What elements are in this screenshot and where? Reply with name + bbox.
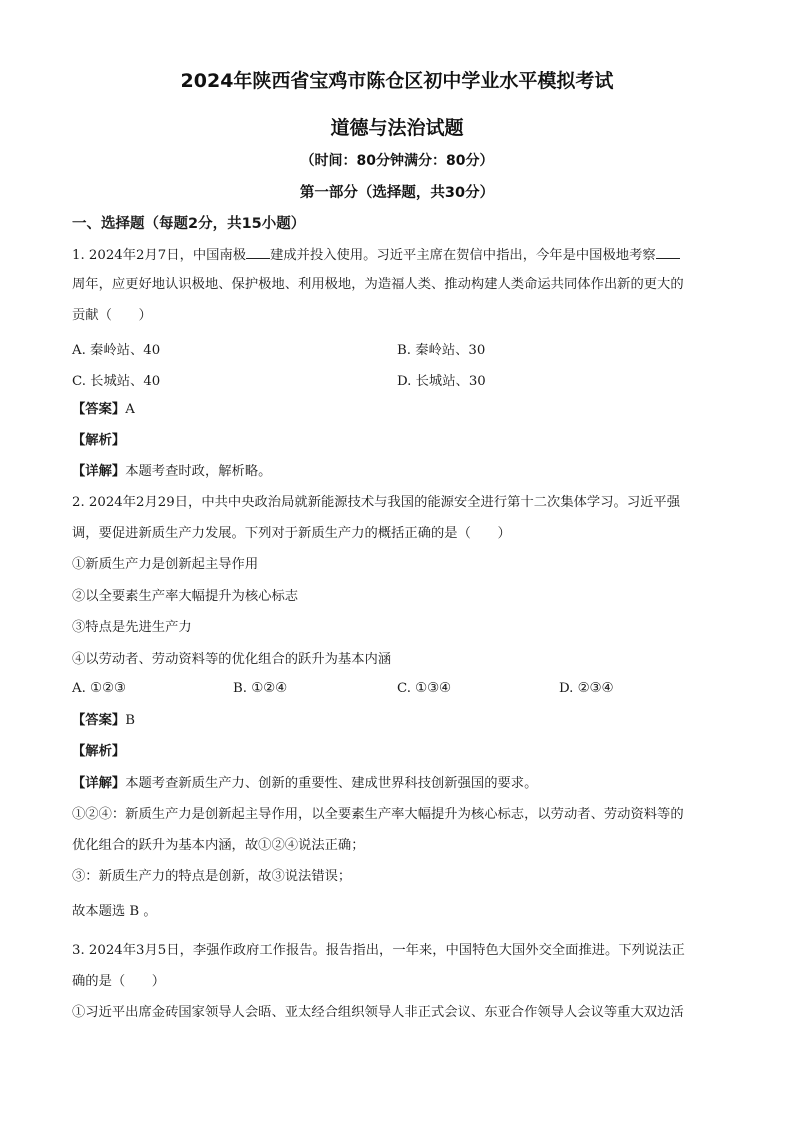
q2-item-1: ①新质生产力是创新起主导作用	[72, 557, 259, 572]
q2-option-a: A. ①②③	[72, 681, 126, 696]
q1-option-c: C. 长城站、40	[72, 374, 161, 389]
q3-item-1: ①习近平出席金砖国家领导人会晤、亚太经合组织领导人非正式会议、东亚合作领导人会议等重大双边活	[72, 1005, 684, 1020]
q1-stem-line3: 贡献（ ）	[72, 308, 152, 323]
q2-option-c: C. ①③④	[397, 681, 451, 696]
q3-stem-line1: 3. 2024年3月5日，李强作政府工作报告。报告指出，一年来，中国特色大国外交全面推进。下列说法正	[72, 943, 685, 958]
section-heading: 一、选择题（每题2分，共15小题）	[72, 216, 306, 232]
q2-answer	[72, 711, 135, 731]
q2-item-2: ②以全要素生产率大幅提升为核心标志	[72, 589, 299, 604]
q3-stem-line2: 确的是（ ）	[72, 974, 166, 989]
q1-detail-text: 本题考查时政，解析略。	[125, 464, 272, 479]
q1-detail	[72, 462, 271, 482]
q2-analysis-label: 【解析】	[72, 744, 126, 759]
exam-title: 2024年陕西省宝鸡市陈仓区初中学业水平模拟考试	[180, 70, 614, 92]
exam-subject: 道德与法治试题	[330, 117, 464, 139]
q1-answer-value: A	[125, 402, 135, 417]
q2-option-d: D. ②③④	[559, 681, 614, 696]
q1-option-d: D. 长城站、30	[397, 374, 486, 389]
q2-explanation-line3: ③：新质生产力的特点是创新，故③说法错误；	[72, 869, 352, 884]
q1-detail-label: 【详解】	[72, 464, 126, 479]
q2-explanation-line1: ①②④：新质生产力是创新起主导作用，以全要素生产率大幅提升为核心标志，以劳动者、劳动资料等的	[72, 807, 684, 822]
q2-answer-label: 【答案】	[72, 713, 126, 728]
q1-stem-line2: 周年，应更好地认识极地、保护极地、利用极地，为造福人类、推动构建人类命运共同体作出新的更大的	[72, 277, 684, 292]
q1-option-b: B. 秦岭站、30	[397, 343, 486, 358]
q2-detail	[72, 774, 537, 794]
exam-time-info: （时间：80分钟满分：80分）	[300, 153, 494, 169]
q2-stem-line1: 2. 2024年2月29日，中共中央政治局就新能源技术与我国的能源安全进行第十二次集体学习。习近平强	[72, 495, 681, 510]
q1-analysis-label: 【解析】	[72, 433, 126, 448]
q2-item-3: ③特点是先进生产力	[72, 620, 192, 635]
q1-option-a: A. 秦岭站、40	[72, 343, 161, 358]
q2-item-4: ④以劳动者、劳动资料等的优化组合的跃升为基本内涵	[72, 652, 392, 667]
q1-blank-1	[246, 244, 270, 259]
q1-blank-2	[656, 244, 680, 259]
q1-stem-line1	[72, 244, 680, 266]
q1-answer-label: 【答案】	[72, 402, 126, 417]
q2-explanation-line2: 优化组合的跃升为基本内涵，故①②④说法正确；	[72, 838, 365, 853]
q1-stem-part-b: 建成并投入使用。习近平主席在贺信中指出，今年是中国极地考察	[270, 248, 656, 263]
q2-detail-label: 【详解】	[72, 776, 126, 791]
q2-answer-value: B	[125, 713, 135, 728]
q2-detail-text: 本题考查新质生产力、创新的重要性、建成世界科技创新强国的要求。	[125, 776, 538, 791]
exam-part-heading: 第一部分（选择题，共30分）	[299, 185, 495, 201]
q1-answer	[72, 400, 135, 420]
q1-stem-part-a: 1. 2024年2月7日，中国南极	[72, 248, 247, 263]
q2-option-b: B. ①②④	[233, 681, 287, 696]
q2-stem-line2: 调，要促进新质生产力发展。下列对于新质生产力的概括正确的是（ ）	[72, 526, 511, 541]
q2-conclusion: 故本题选 B 。	[72, 904, 157, 919]
